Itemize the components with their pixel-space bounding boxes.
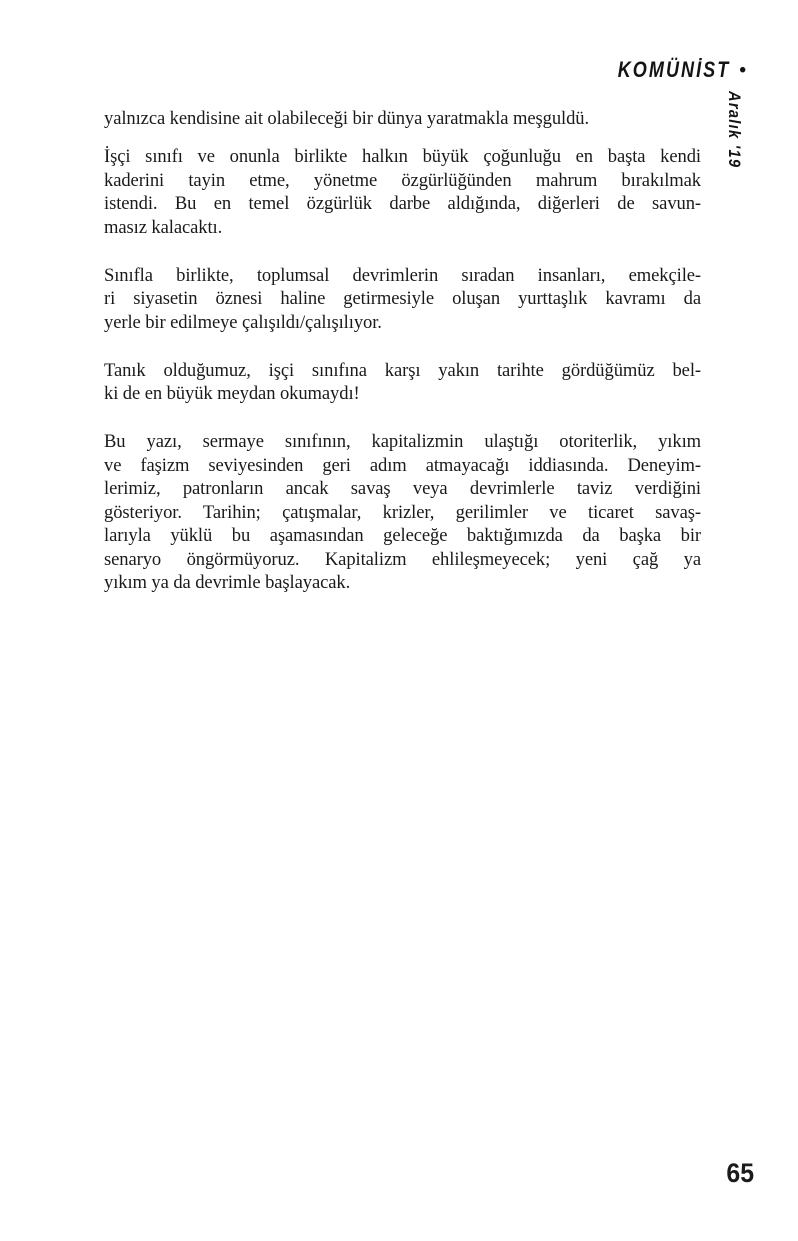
text-line: ve faşizm seviyesinden geri adım atmayacağı iddiasında. Deneyim- — [104, 454, 701, 476]
text-line: yıkım ya da devrimle başlayacak. — [104, 572, 351, 593]
text-line: istendi. Bu en temel özgürlük darbe aldığında, diğerleri de savun- — [104, 193, 701, 214]
text-line: Sınıfla birlikte, toplumsal devrimlerin sıradan insanları, emekçile- — [104, 264, 701, 286]
paragraph — [104, 430, 701, 595]
text-line: İşçi sınıfı ve onunla birlikte halkın büyük çoğunluğu en başta kendi — [104, 146, 701, 167]
text-line: ki de en büyük meydan okumaydı! — [104, 383, 360, 404]
text-line: ri siyasetin öznesi haline getirmesiyle oluşan yurttaşlık kavramı da — [104, 288, 701, 309]
text-line: Tanık olduğumuz, işçi sınıfına karşı yakın tarihte gördüğümüz bel- — [104, 359, 701, 381]
paragraph — [104, 107, 701, 131]
magazine-title: KOMÜNİST — [617, 57, 731, 82]
paragraph — [104, 359, 701, 406]
paragraph — [104, 145, 701, 239]
text-line: lerimiz, patronların ancak savaş veya devrimlerle taviz verdiğini — [104, 478, 701, 499]
text-line: yerle bir edilmeye çalışıldı/çalışılıyor. — [104, 311, 382, 333]
page-number: 65 — [726, 1158, 754, 1188]
text-line: senaryo öngörmüyoruz. Kapitalizm ehlileşmeyecek; yeni çağ ya — [104, 548, 701, 570]
text-line: yalnızca kendisine ait olabileceği bir dünya yaratmakla meşguldü. — [104, 108, 590, 129]
text-line: kaderini tayin etme, yönetme özgürlüğünden mahrum bırakılmak — [104, 169, 701, 191]
paragraph — [104, 264, 701, 335]
issue-date-vertical: Aralık '19 — [725, 91, 744, 169]
text-line: larıyla yüklü bu aşamasından geleceğe baktığımızda da başka bir — [104, 525, 701, 546]
text-line: masız kalacaktı. — [104, 216, 223, 238]
bullet-icon: • — [739, 59, 746, 81]
text-line: gösteriyor. Tarihin; çatışmalar, krizler, gerilimler ve ticaret savaş- — [104, 501, 701, 523]
magazine-masthead — [593, 57, 746, 83]
body-text — [104, 107, 701, 595]
text-line: Bu yazı, sermaye sınıfının, kapitalizmin ulaştığı otoriterlik, yıkım — [104, 431, 701, 452]
